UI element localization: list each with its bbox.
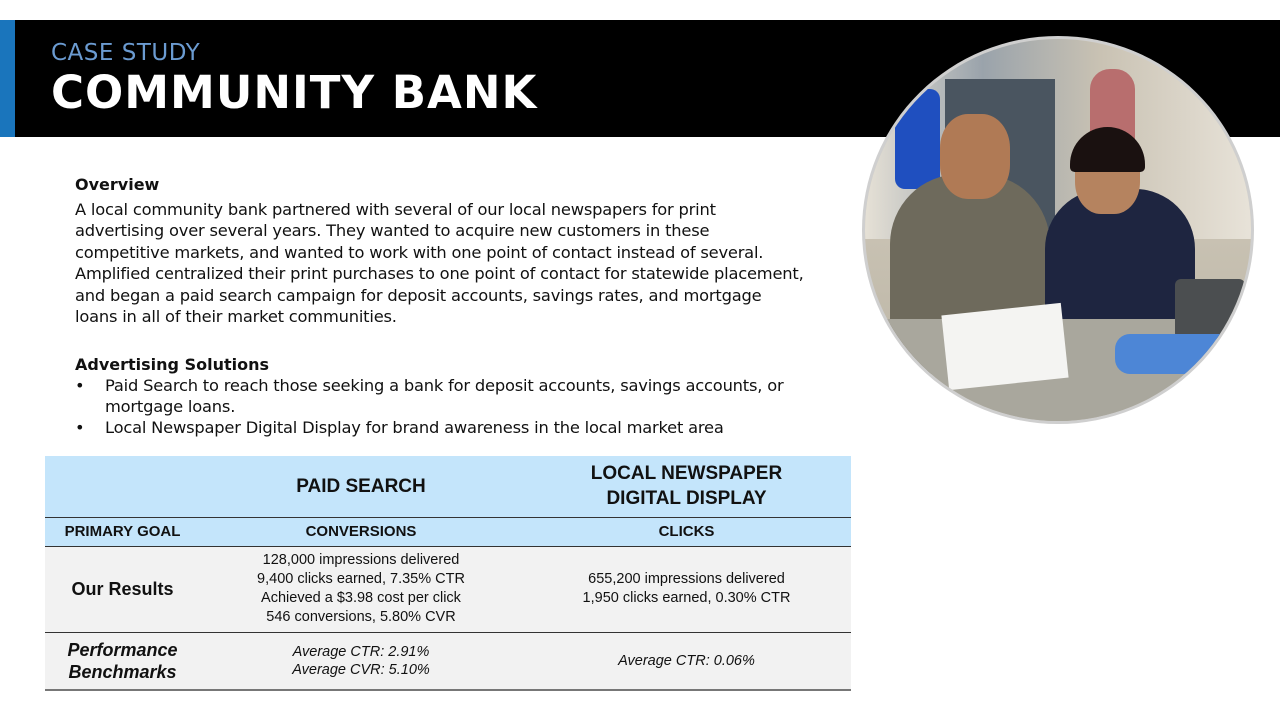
cell-line: 655,200 impressions delivered [588, 571, 785, 587]
overview-heading: Overview [75, 175, 160, 194]
page-title: COMMUNITY BANK [51, 66, 538, 119]
cell-line: Achieved a $3.98 cost per click [261, 590, 461, 606]
cell-line: Average CTR: 0.06% [618, 652, 755, 669]
table-cell [522, 632, 851, 690]
cell-line: Average CVR: 5.10% [292, 661, 430, 678]
cell-line: 546 conversions, 5.80% CVR [266, 609, 456, 625]
row-label: PRIMARY GOAL [45, 517, 200, 546]
table-row [45, 517, 851, 546]
case-study-label: CASE STUDY [51, 40, 201, 66]
cell-line: 1,950 clicks earned, 0.30% CTR [582, 590, 791, 606]
table-cell [200, 632, 522, 690]
results-table [45, 456, 851, 691]
bank-customers-photo [862, 36, 1254, 424]
overview-text: A local community bank partnered with several of our local newspapers for print advertising over several years. They wanted to acquire new customers in these competitive markets, and wanted to work with one point of contact instead of several. Amplified centralized their print purchases to one point of contact for statewide placement, and began a paid search campaign for deposit accounts, savings rates, and mortgage loans in all of their market communities. [75, 200, 804, 327]
accent-stripe [0, 20, 15, 137]
cell-line: Average CTR: 2.91% [292, 643, 430, 660]
table-cell [200, 546, 522, 632]
table-header-row [45, 456, 851, 517]
row-label [45, 632, 200, 690]
table-row [45, 632, 851, 690]
table-cell: CLICKS [522, 517, 851, 546]
cell-line: 128,000 impressions delivered [262, 552, 460, 568]
table-cell: CONVERSIONS [200, 517, 522, 546]
table-cell [522, 546, 851, 632]
cell-line: 9,400 clicks earned, 7.35% CTR [257, 571, 465, 587]
header-cell [45, 456, 200, 517]
row-label: Our Results [45, 546, 200, 632]
header-paid-search: PAID SEARCH [200, 456, 522, 517]
list-item: • Paid Search to reach those seeking a bank for deposit accounts, savings accounts, or mortgage loans. [75, 375, 835, 417]
list-item: • Local Newspaper Digital Display for brand awareness in the local market area [75, 417, 835, 438]
row-label-text: Performance Benchmarks [67, 639, 178, 682]
solutions-list [75, 375, 835, 438]
header-digital-display [522, 456, 851, 517]
header-digital-display-text: LOCAL NEWSPAPER DIGITAL DISPLAY [590, 463, 783, 510]
solutions-heading: Advertising Solutions [75, 355, 269, 374]
table-row [45, 546, 851, 632]
